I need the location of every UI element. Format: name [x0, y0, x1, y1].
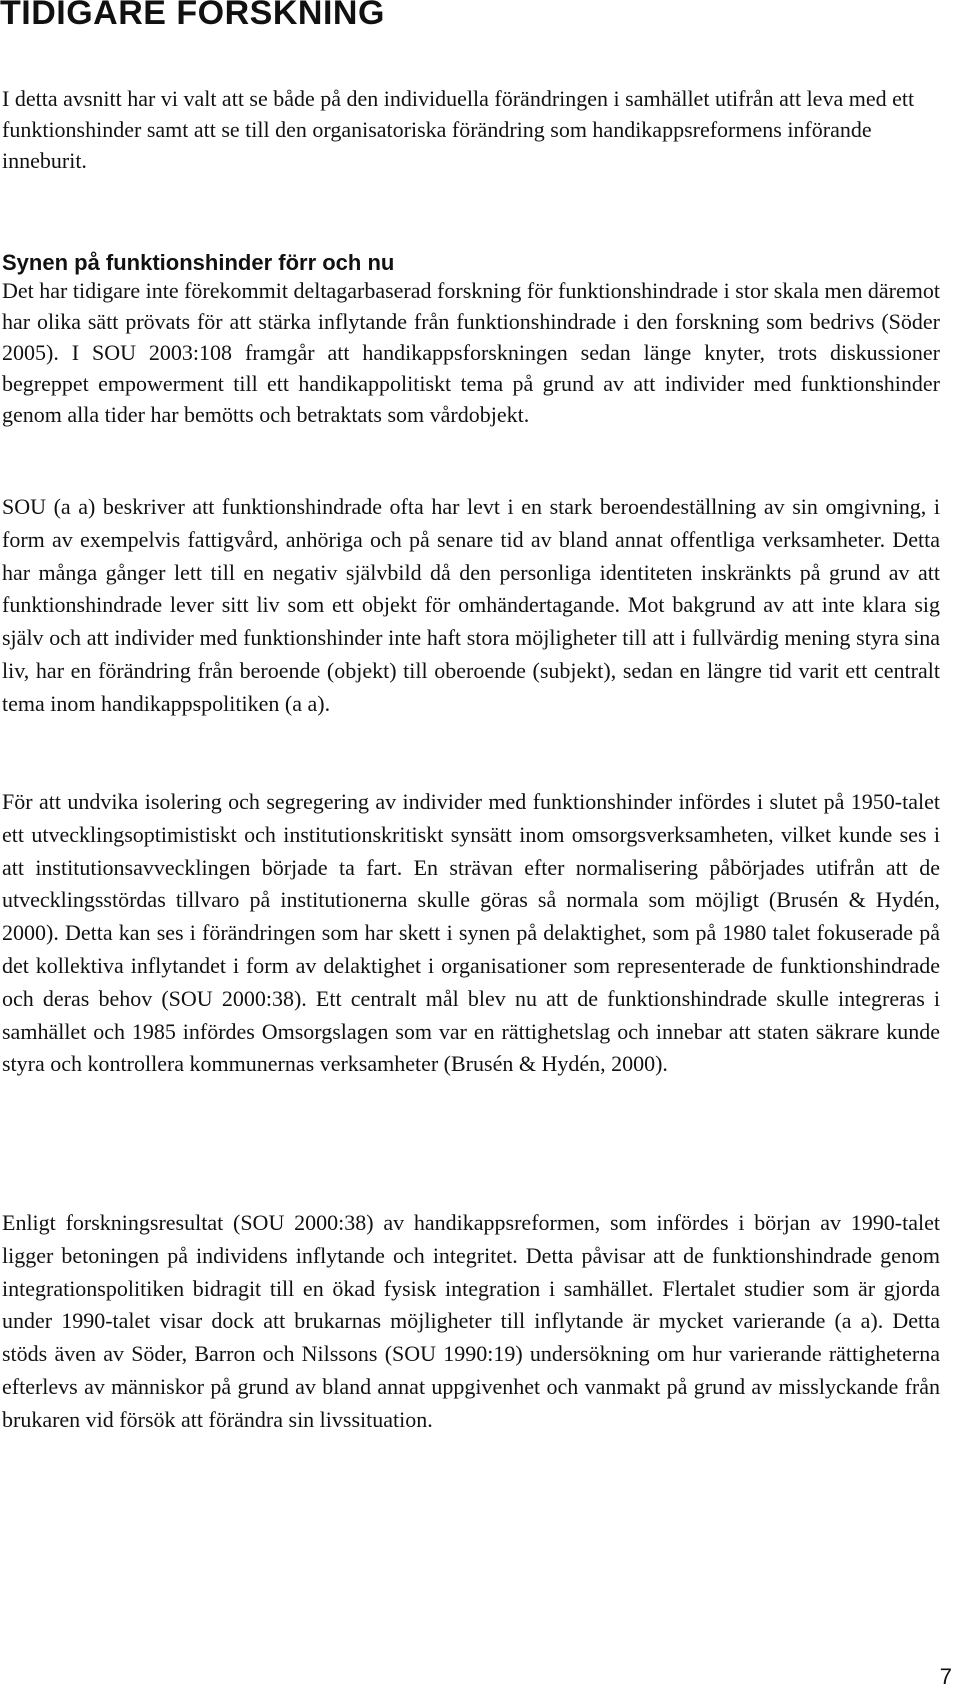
- intro-paragraph: I detta avsnitt har vi valt att se både på den individuella förändringen i samhället utifrån att leva med ett funktionshinder samt att se till den organisatoriska förändring som handikappsreformens införande inneburit.: [2, 86, 915, 173]
- body-paragraph-3: För att undvika isolering och segregering av individer med funktionshinder infördes i slutet på 1950-talet ett utvecklingsoptimistiskt och institutionskritiskt synsätt inom omsorgsverksamheten, vilket kunde ses i att institutionsavvecklingen började ta fart. En strävan efter normalisering påbörjades utifrån att de utvecklingsstördas tillvaro på institutionerna skulle göras så normala som möjligt (Brusén & Hydén, 2000). Detta kan ses i förändringen som har skett i synen på delaktighet, som på 1980 talet fokuserade på det kollektiva inflytandet i form av delaktighet i organisationer som representerade de funktionshindrade och deras behov (SOU 2000:38). Ett centralt mål blev nu att de funktionshindrade skulle integreras i samhället och 1985 infördes Omsorgslagen som var en rättighetslag och innebar att staten säkrare kunde styra och kontrollera kommunernas verksamheter (Brusén & Hydén, 2000).: [2, 789, 940, 1077]
- page-heading: TIDIGARE FORSKNING: [0, 0, 385, 32]
- page-number: 7: [939, 1664, 952, 1689]
- section-heading: Synen på funktionshinder förr och nu: [2, 250, 395, 275]
- body-paragraph-2: SOU (a a) beskriver att funktionshindrade ofta har levt i en stark beroendeställning av sin omgivning, i form av exempelvis fattigvård, anhöriga och på senare tid av bland annat offentliga verksamheter. Detta har många gånger lett till en negativ självbild då den personliga identiteten inskränkts på grund av att funktionshindrade lever sitt liv som ett objekt för omhändertagande. Mot bakgrund av att inte klara sig själv och att individer med funktionshinder inte haft stora möjligheter till att i fullvärdig mening styra sina liv, har en förändring från beroende (objekt) till oberoende (subjekt), sedan en längre tid varit ett centralt tema inom handikappspolitiken (a a).: [2, 494, 940, 716]
- body-paragraph-1: Det har tidigare inte förekommit deltagarbaserad forskning för funktionshindrade i stor skala men däremot har olika sätt prövats för att stärka inflytande från funktionshindrade i den forskning som bedrivs (Söder 2005). I SOU 2003:108 framgår att handikappsforskningen sedan länge knyter, trots diskussioner begreppet empowerment till ett handikappolitiskt tema på grund av att individer med funktionshinder genom alla tider har bemötts och betraktats som vårdobjekt.: [2, 278, 940, 427]
- body-paragraph-4: Enligt forskningsresultat (SOU 2000:38) av handikappsreformen, som infördes i början av 1990-talet ligger betoningen på individens inflytande och integritet. Detta påvisar att de funktionshindrade genom integrationspolitiken bidragit till en ökad fysisk integration i samhället. Flertalet studier som är gjorda under 1990-talet visar dock att brukarnas möjligheter till inflytande är mycket varierande (a a). Detta stöds även av Söder, Barron och Nilssons (SOU 1990:19) undersökning om hur varierande rättigheterna efterlevs av människor på grund av bland annat uppgivenhet och vanmakt på grund av misslyckande från brukaren vid försök att förändra sin livssituation.: [2, 1210, 940, 1432]
